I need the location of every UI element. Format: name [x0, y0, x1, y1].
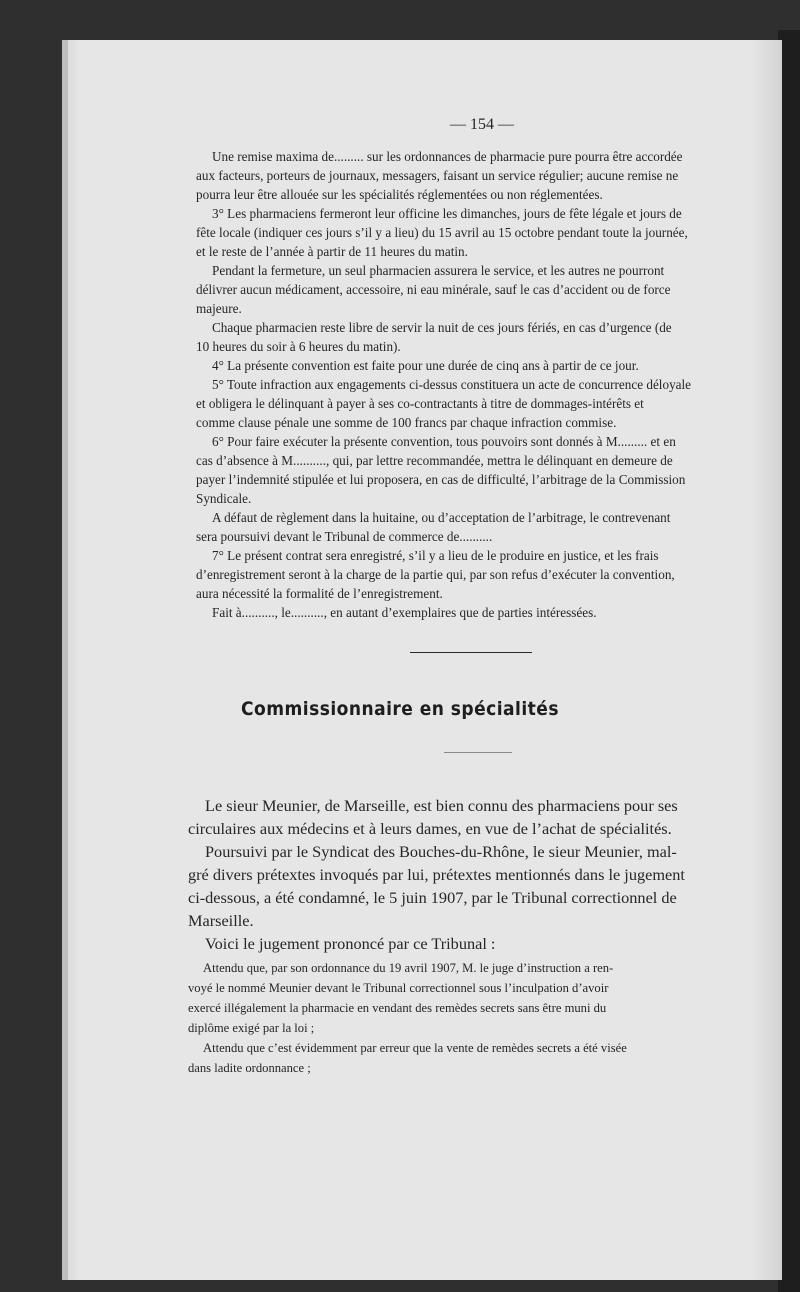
judgment-line: diplôme exigé par la loi ;	[188, 1021, 315, 1035]
heading-underline	[444, 752, 512, 753]
narrative-line: ci-dessous, a été condamné, le 5 juin 1907, par le Tribunal correctionnel de	[188, 888, 677, 907]
convention-line: aura nécessité la formalité de l’enregistrement.	[196, 586, 443, 601]
convention-line: 3° Les pharmaciens fermeront leur officine les dimanches, jours de fête légale et jours de	[212, 206, 682, 221]
narrative-line: Marseille.	[188, 911, 254, 930]
narrative-line: Poursuivi par le Syndicat des Bouches-du-Rhône, le sieur Meunier, mal-	[205, 842, 677, 861]
convention-line: fête locale (indiquer ces jours s’il y a lieu) du 15 avril au 15 octobre pendant toute la journée,	[196, 225, 688, 240]
section-heading: Commissionnaire en spécialités	[241, 698, 559, 720]
convention-line: 10 heures du soir à 6 heures du matin).	[196, 339, 401, 354]
convention-line: aux facteurs, porteurs de journaux, messagers, faisant un service régulier; aucune remise ne	[196, 168, 679, 183]
convention-line: payer l’indemnité stipulée et lui proposera, en cas de difficulté, l’arbitrage de la Commission	[196, 472, 686, 487]
convention-line: 4° La présente convention est faite pour une durée de cinq ans à partir de ce jour.	[212, 358, 639, 373]
convention-line: Syndicale.	[196, 491, 252, 506]
page-number: — 154 —	[450, 116, 514, 133]
convention-line: et obligera le délinquant à payer à ses co-contractants à titre de dommages-intérêts et	[196, 396, 644, 411]
judgment-line: exercé illégalement la pharmacie en vendant des remèdes secrets sans être muni du	[188, 1001, 607, 1015]
convention-line: pourra leur être allouée sur les spécialités réglementées ou non réglementées.	[196, 187, 603, 202]
judgment-line: voyé le nommé Meunier devant le Tribunal correctionnel sous l’inculpation d’avoir	[188, 981, 609, 995]
narrative-line: Voici le jugement prononcé par ce Tribunal :	[205, 934, 496, 953]
judgment-line: Attendu que, par son ordonnance du 19 avril 1907, M. le juge d’instruction a ren-	[203, 961, 614, 975]
convention-line: 7° Le présent contrat sera enregistré, s’il y a lieu de le produire en justice, et les frais	[212, 548, 659, 563]
convention-line: cas d’absence à M.........., qui, par lettre recommandée, mettra le délinquant en demeure de	[196, 453, 673, 468]
narrative-line: gré divers prétextes invoqués par lui, prétextes mentionnés dans le jugement	[188, 865, 685, 884]
page-gutter	[62, 40, 68, 1280]
convention-line: Pendant la fermeture, un seul pharmacien assurera le service, et les autres ne pourront	[212, 263, 665, 278]
convention-line: comme clause pénale une somme de 100 francs par chaque infraction commise.	[196, 415, 617, 430]
convention-line: sera poursuivi devant le Tribunal de commerce de..........	[196, 529, 493, 544]
section-divider	[410, 652, 532, 653]
convention-line: Chaque pharmacien reste libre de servir la nuit de ces jours fériés, en cas d’urgence (de	[212, 320, 672, 335]
convention-line: et le reste de l’année à partir de 11 heures du matin.	[196, 244, 468, 259]
judgment-line: Attendu que c’est évidemment par erreur que la vente de remèdes secrets a été visée	[203, 1041, 627, 1055]
convention-line: majeure.	[196, 301, 242, 316]
convention-line: Fait à.........., le.........., en autant d’exemplaires que de parties intéressées.	[212, 605, 597, 620]
convention-line: A défaut de règlement dans la huitaine, ou d’acceptation de l’arbitrage, le contrevenant	[212, 510, 671, 525]
convention-line: délivrer aucun médicament, accessoire, ni eau minérale, sauf le cas d’accident ou de force	[196, 282, 671, 297]
convention-line: d’enregistrement seront à la charge de la partie qui, par son refus d’exécuter la convention,	[196, 567, 675, 582]
narrative-line: Le sieur Meunier, de Marseille, est bien connu des pharmaciens pour ses	[205, 796, 678, 815]
convention-line: Une remise maxima de......... sur les ordonnances de pharmacie pure pourra être accordée	[212, 149, 683, 164]
convention-line: 6° Pour faire exécuter la présente convention, tous pouvoirs sont donnés à M......... et en	[212, 434, 676, 449]
judgment-line: dans ladite ordonnance ;	[188, 1061, 311, 1075]
convention-line: 5° Toute infraction aux engagements ci-dessus constituera un acte de concurrence déloyale	[212, 377, 692, 392]
narrative-line: circulaires aux médecins et à leurs dames, en vue de l’achat de spécialités.	[188, 819, 672, 838]
